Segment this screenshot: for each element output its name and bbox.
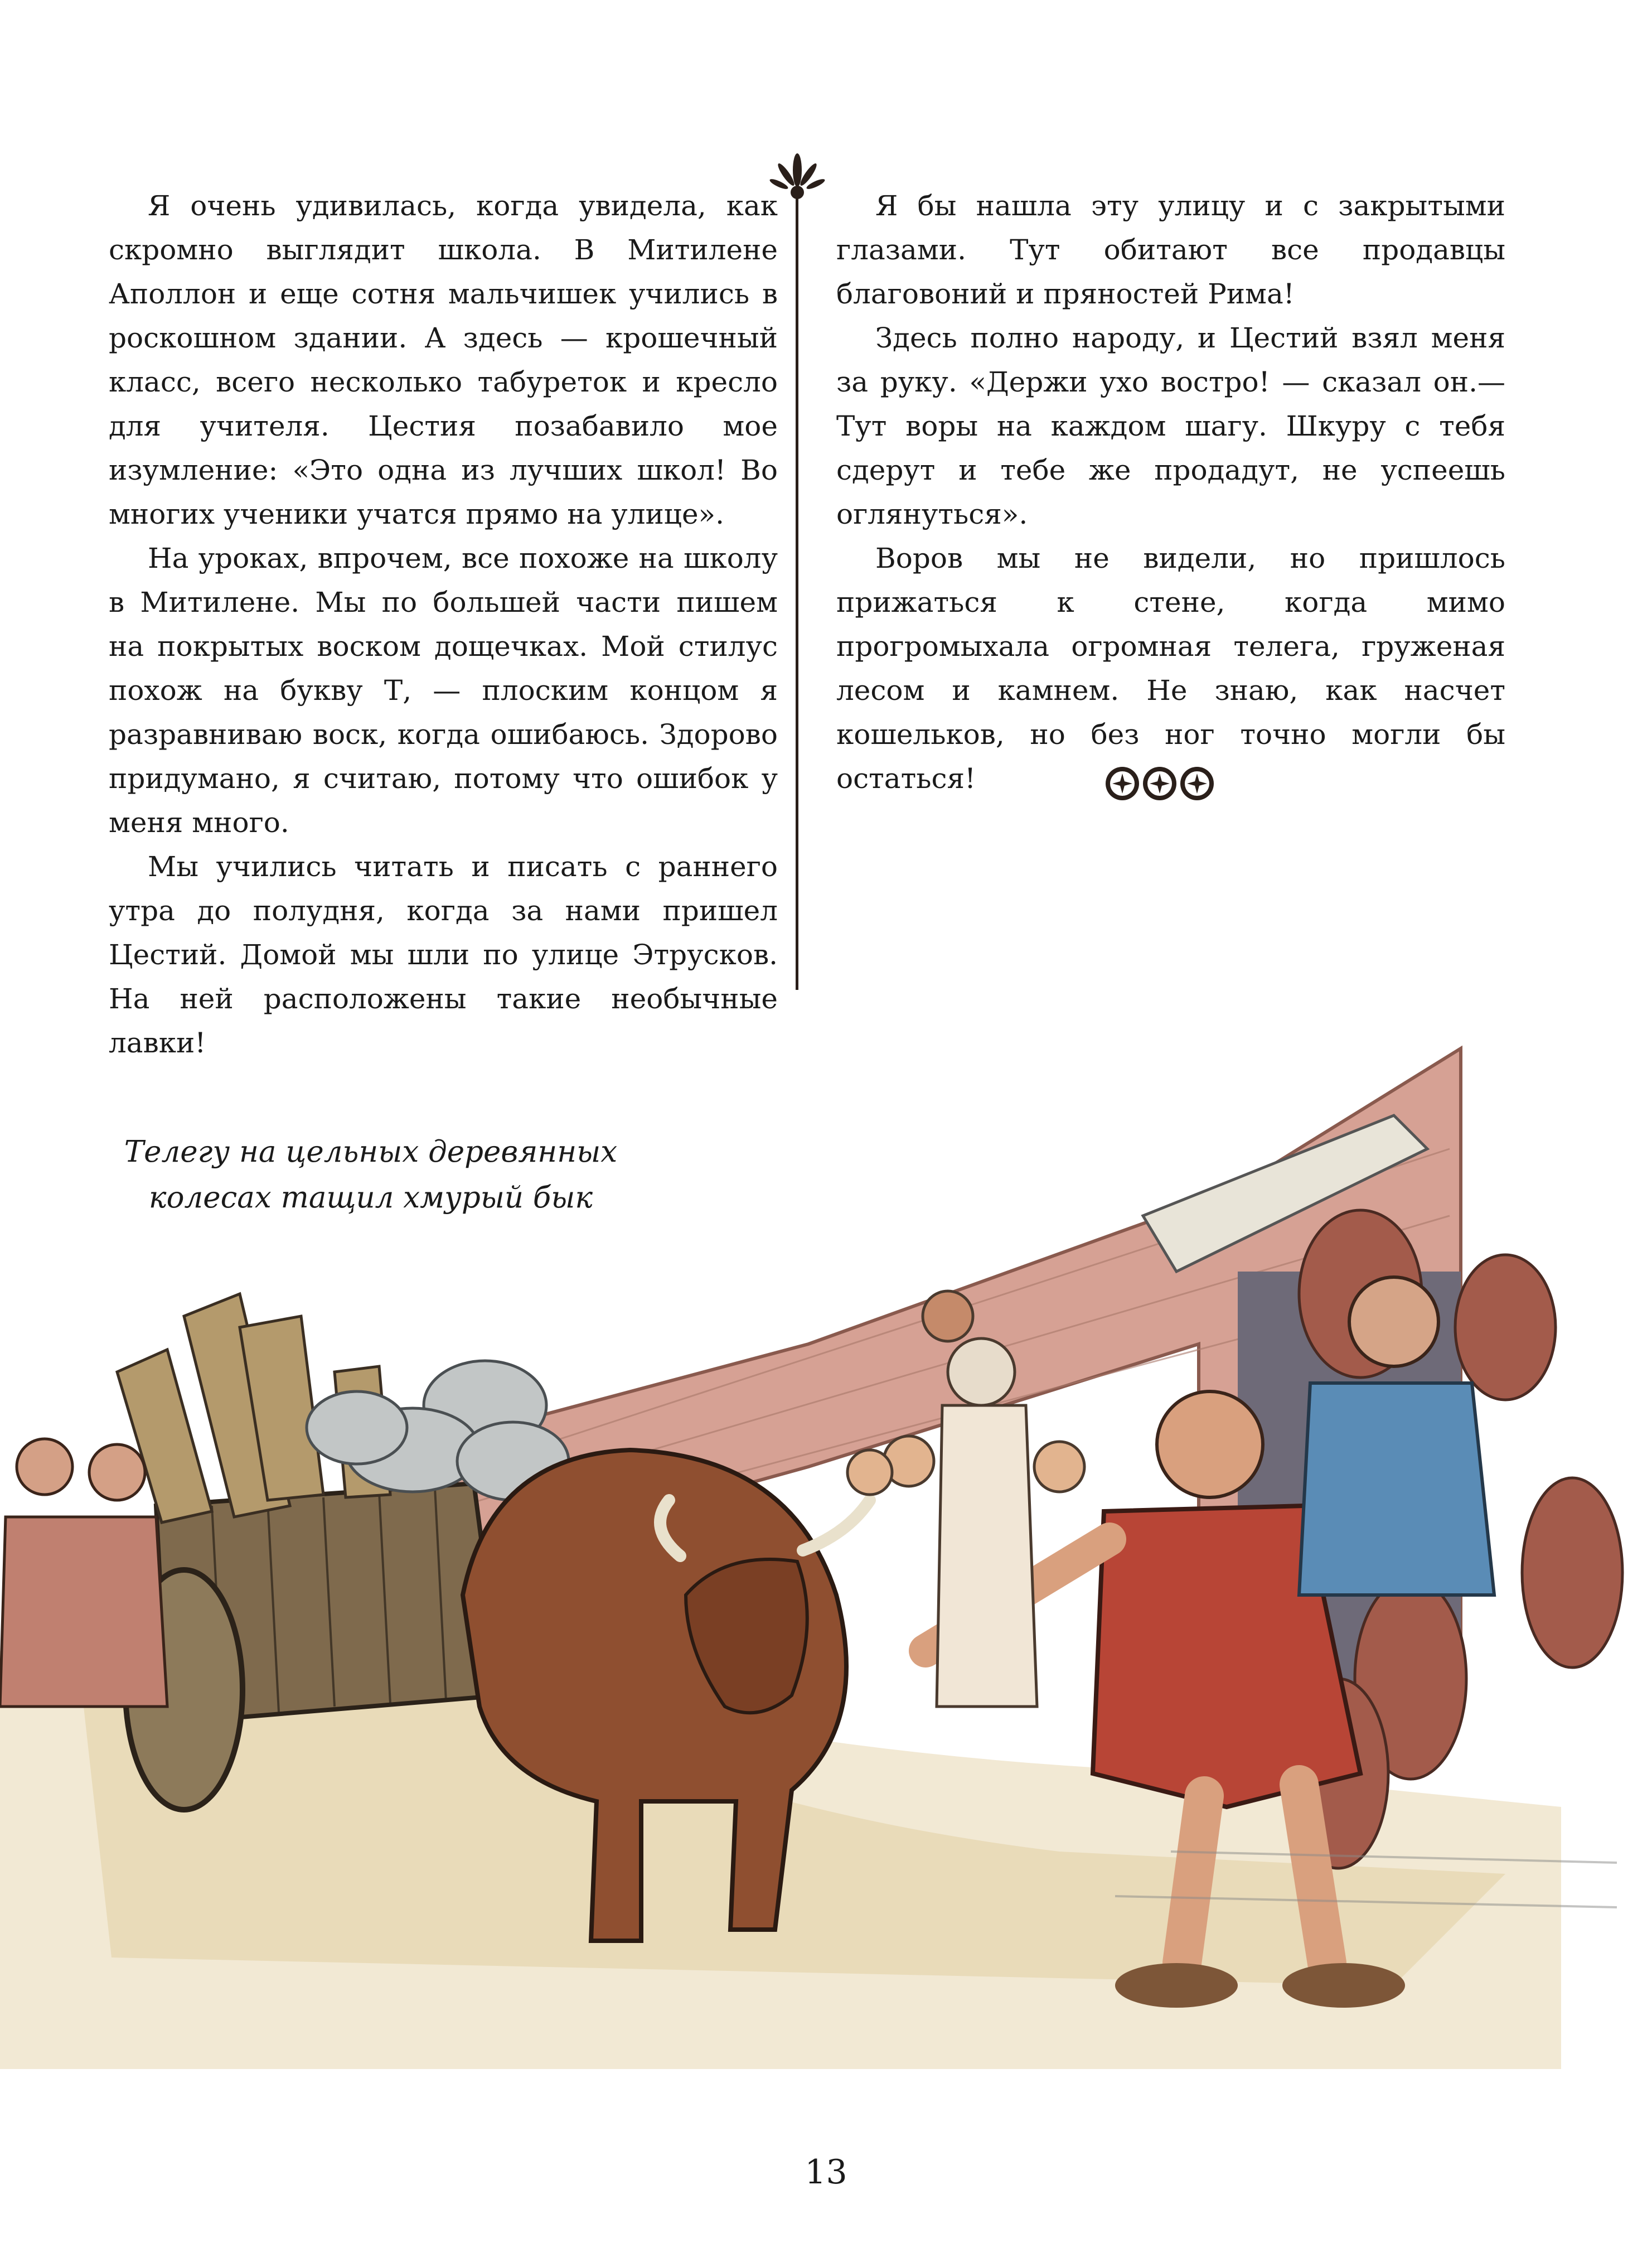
caption-line: Телегу на цельных деревянных bbox=[124, 1135, 618, 1169]
paragraph: Я бы нашла эту улицу и с закрытыми глазами. Тут обитают все продавцы благовоний и пряностей Рима! bbox=[836, 190, 1505, 310]
column-divider bbox=[796, 198, 798, 990]
paragraph: Мы учились читать и писать с раннего утра до полудня, когда за нами пришел Цестий. Домой мы шли по улице Этрусков. На ней расположены такие необычные лавки! bbox=[109, 850, 778, 1059]
paragraph: Здесь полно народу, и Цестий взял меня за руку. «Держи ухо востро! — сказал он.— Тут воры на каждом шагу. Шкуру с тебя сдерут и тебе же продадут, не успеешь оглянуться». bbox=[836, 322, 1505, 530]
paragraph: Воров мы не видели, но пришлось прижаться к стене, когда мимо прогромыхала огромная телега, груженая лесом и камнем. Не знаю, как насчет кошельков, но без ног точно могли бы остаться! bbox=[836, 542, 1505, 795]
illustration-caption bbox=[112, 1129, 630, 1221]
page-number: 13 bbox=[805, 2153, 847, 2192]
soldiers bbox=[0, 1439, 167, 1707]
right-text-column bbox=[836, 184, 1505, 801]
palmette-icon bbox=[769, 148, 825, 204]
caption-line: колесах тащил хмурый бык bbox=[148, 1181, 593, 1215]
triple-palmette-icon bbox=[1104, 764, 1215, 803]
left-text-column bbox=[109, 184, 778, 1065]
paragraph: На уроках, впрочем, все похоже на школу в Митилене. Мы по большей части пишем на покрытых воском дощечках. Мой стилус похож на букву Т, — плоским концом я разравниваю воск, когда ошибаюсь. Здорово придумано, я считаю, потому что ошибок у меня много. bbox=[109, 542, 778, 839]
paragraph: Я очень удивилась, когда увидела, как скромно выглядит школа. В Митилене Аполлон и еще сотня мальчишек учились в роскошном здании. А здесь — крошечный класс, всего несколько табуреток и кресло для учителя. Цестия позабавило мое изумление: «Это одна из лучших школ! Во многих ученики учатся прямо на улице». bbox=[109, 190, 778, 530]
